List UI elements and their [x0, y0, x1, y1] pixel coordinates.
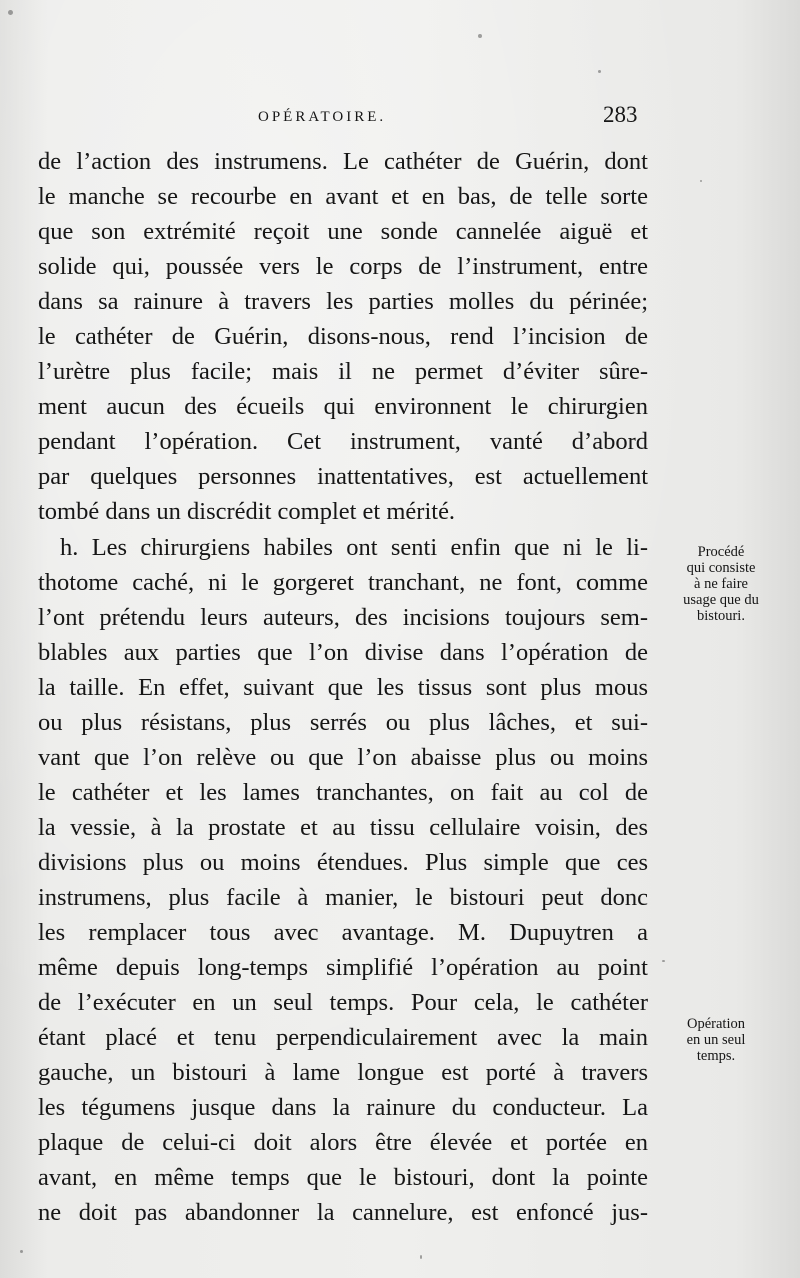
text-line: vant que l’on relève ou que l’on abaisse plus ou moins	[38, 743, 648, 771]
running-title: OPÉRATOIRE.	[258, 109, 387, 125]
text-line: solide qui, poussée vers le corps de l’instrument, entre	[38, 253, 648, 281]
text-line: plaque de celui-ci doit alors être élevée et portée en	[38, 1129, 648, 1157]
margin-note-procede	[656, 544, 786, 624]
margin-note-line: temps.	[696, 1048, 736, 1064]
text-line: divisions plus ou moins étendues. Plus simple que ces	[38, 848, 648, 876]
text-line: ment aucun des écueils qui environnent le chirurgien	[38, 393, 648, 421]
text-line: même depuis long-temps simplifié l’opération au point	[38, 954, 648, 982]
text-line: l’ont prétendu leurs auteurs, des incisions toujours sem-	[38, 603, 648, 631]
margin-note-line: Opération	[687, 1016, 745, 1032]
text-line: la vessie, à la prostate et au tissu cellulaire voisin, des	[38, 813, 648, 841]
text-line: dans sa rainure à travers les parties molles du périnée;	[38, 288, 648, 316]
ink-speck	[478, 34, 482, 38]
text-line: l’urètre plus facile; mais il ne permet d’éviter sûre-	[38, 358, 648, 386]
margin-note-line: usage que du	[683, 592, 759, 608]
ink-speck	[700, 180, 702, 182]
text-line: les tégumens jusque dans la rainure du conducteur. La	[38, 1094, 648, 1122]
text-line: étant placé et tenu perpendiculairement avec la main	[38, 1024, 648, 1052]
text-line: pendant l’opération. Cet instrument, vanté d’abord	[38, 428, 648, 456]
margin-note-line: bistouri.	[697, 608, 745, 624]
text-line: de l’action des instrumens. Le cathéter de Guérin, dont	[38, 148, 648, 175]
ink-speck	[20, 1250, 23, 1253]
text-line: que son extrémité reçoit une sonde cannelée aiguë et	[38, 218, 648, 246]
text-line: le cathéter et les lames tranchantes, on fait au col de	[38, 778, 648, 806]
text-line: par quelques personnes inattentatives, est actuellement	[38, 463, 648, 491]
ink-speck	[598, 70, 601, 73]
margin-note-operation	[656, 1016, 776, 1064]
margin-note-line: qui consiste	[686, 560, 756, 576]
text-line: la taille. En effet, suivant que les tissus sont plus mous	[38, 673, 648, 701]
text-line: blables aux parties que l’on divise dans l’opération de	[38, 638, 648, 666]
text-line: avant, en même temps que le bistouri, dont la pointe	[38, 1164, 648, 1192]
page-number: 283	[603, 102, 638, 127]
margin-note-line: à ne faire	[694, 576, 748, 592]
text-line: tombé dans un discrédit complet et mérité.	[38, 498, 456, 526]
text-line: h. Les chirurgiens habiles ont senti enfin que ni le li-	[60, 533, 648, 561]
text-line: gauche, un bistouri à lame longue est porté à travers	[38, 1059, 648, 1087]
text-line: les remplacer tous avec avantage. M. Dupuytren a	[38, 919, 648, 947]
text-line: thotome caché, ni le gorgeret tranchant, ne font, comme	[38, 568, 648, 596]
text-line: le manche se recourbe en avant et en bas, de telle sorte	[38, 183, 648, 211]
text-line: instrumens, plus facile à manier, le bistouri peut donc	[38, 883, 648, 911]
ink-speck	[8, 10, 13, 15]
text-line: ou plus résistans, plus serrés ou plus lâches, et sui-	[38, 708, 648, 736]
margin-note-line: Procédé	[697, 544, 745, 560]
text-line: de l’exécuter en un seul temps. Pour cela, le cathéter	[38, 989, 648, 1017]
margin-note-line: en un seul	[686, 1032, 746, 1048]
body-text	[38, 144, 648, 1230]
text-line: le cathéter de Guérin, disons-nous, rend l’incision de	[38, 323, 648, 351]
ink-speck	[662, 960, 665, 962]
text-line: ne doit pas abandonner la cannelure, est enfoncé jus-	[38, 1199, 648, 1227]
ink-speck	[420, 1255, 422, 1259]
